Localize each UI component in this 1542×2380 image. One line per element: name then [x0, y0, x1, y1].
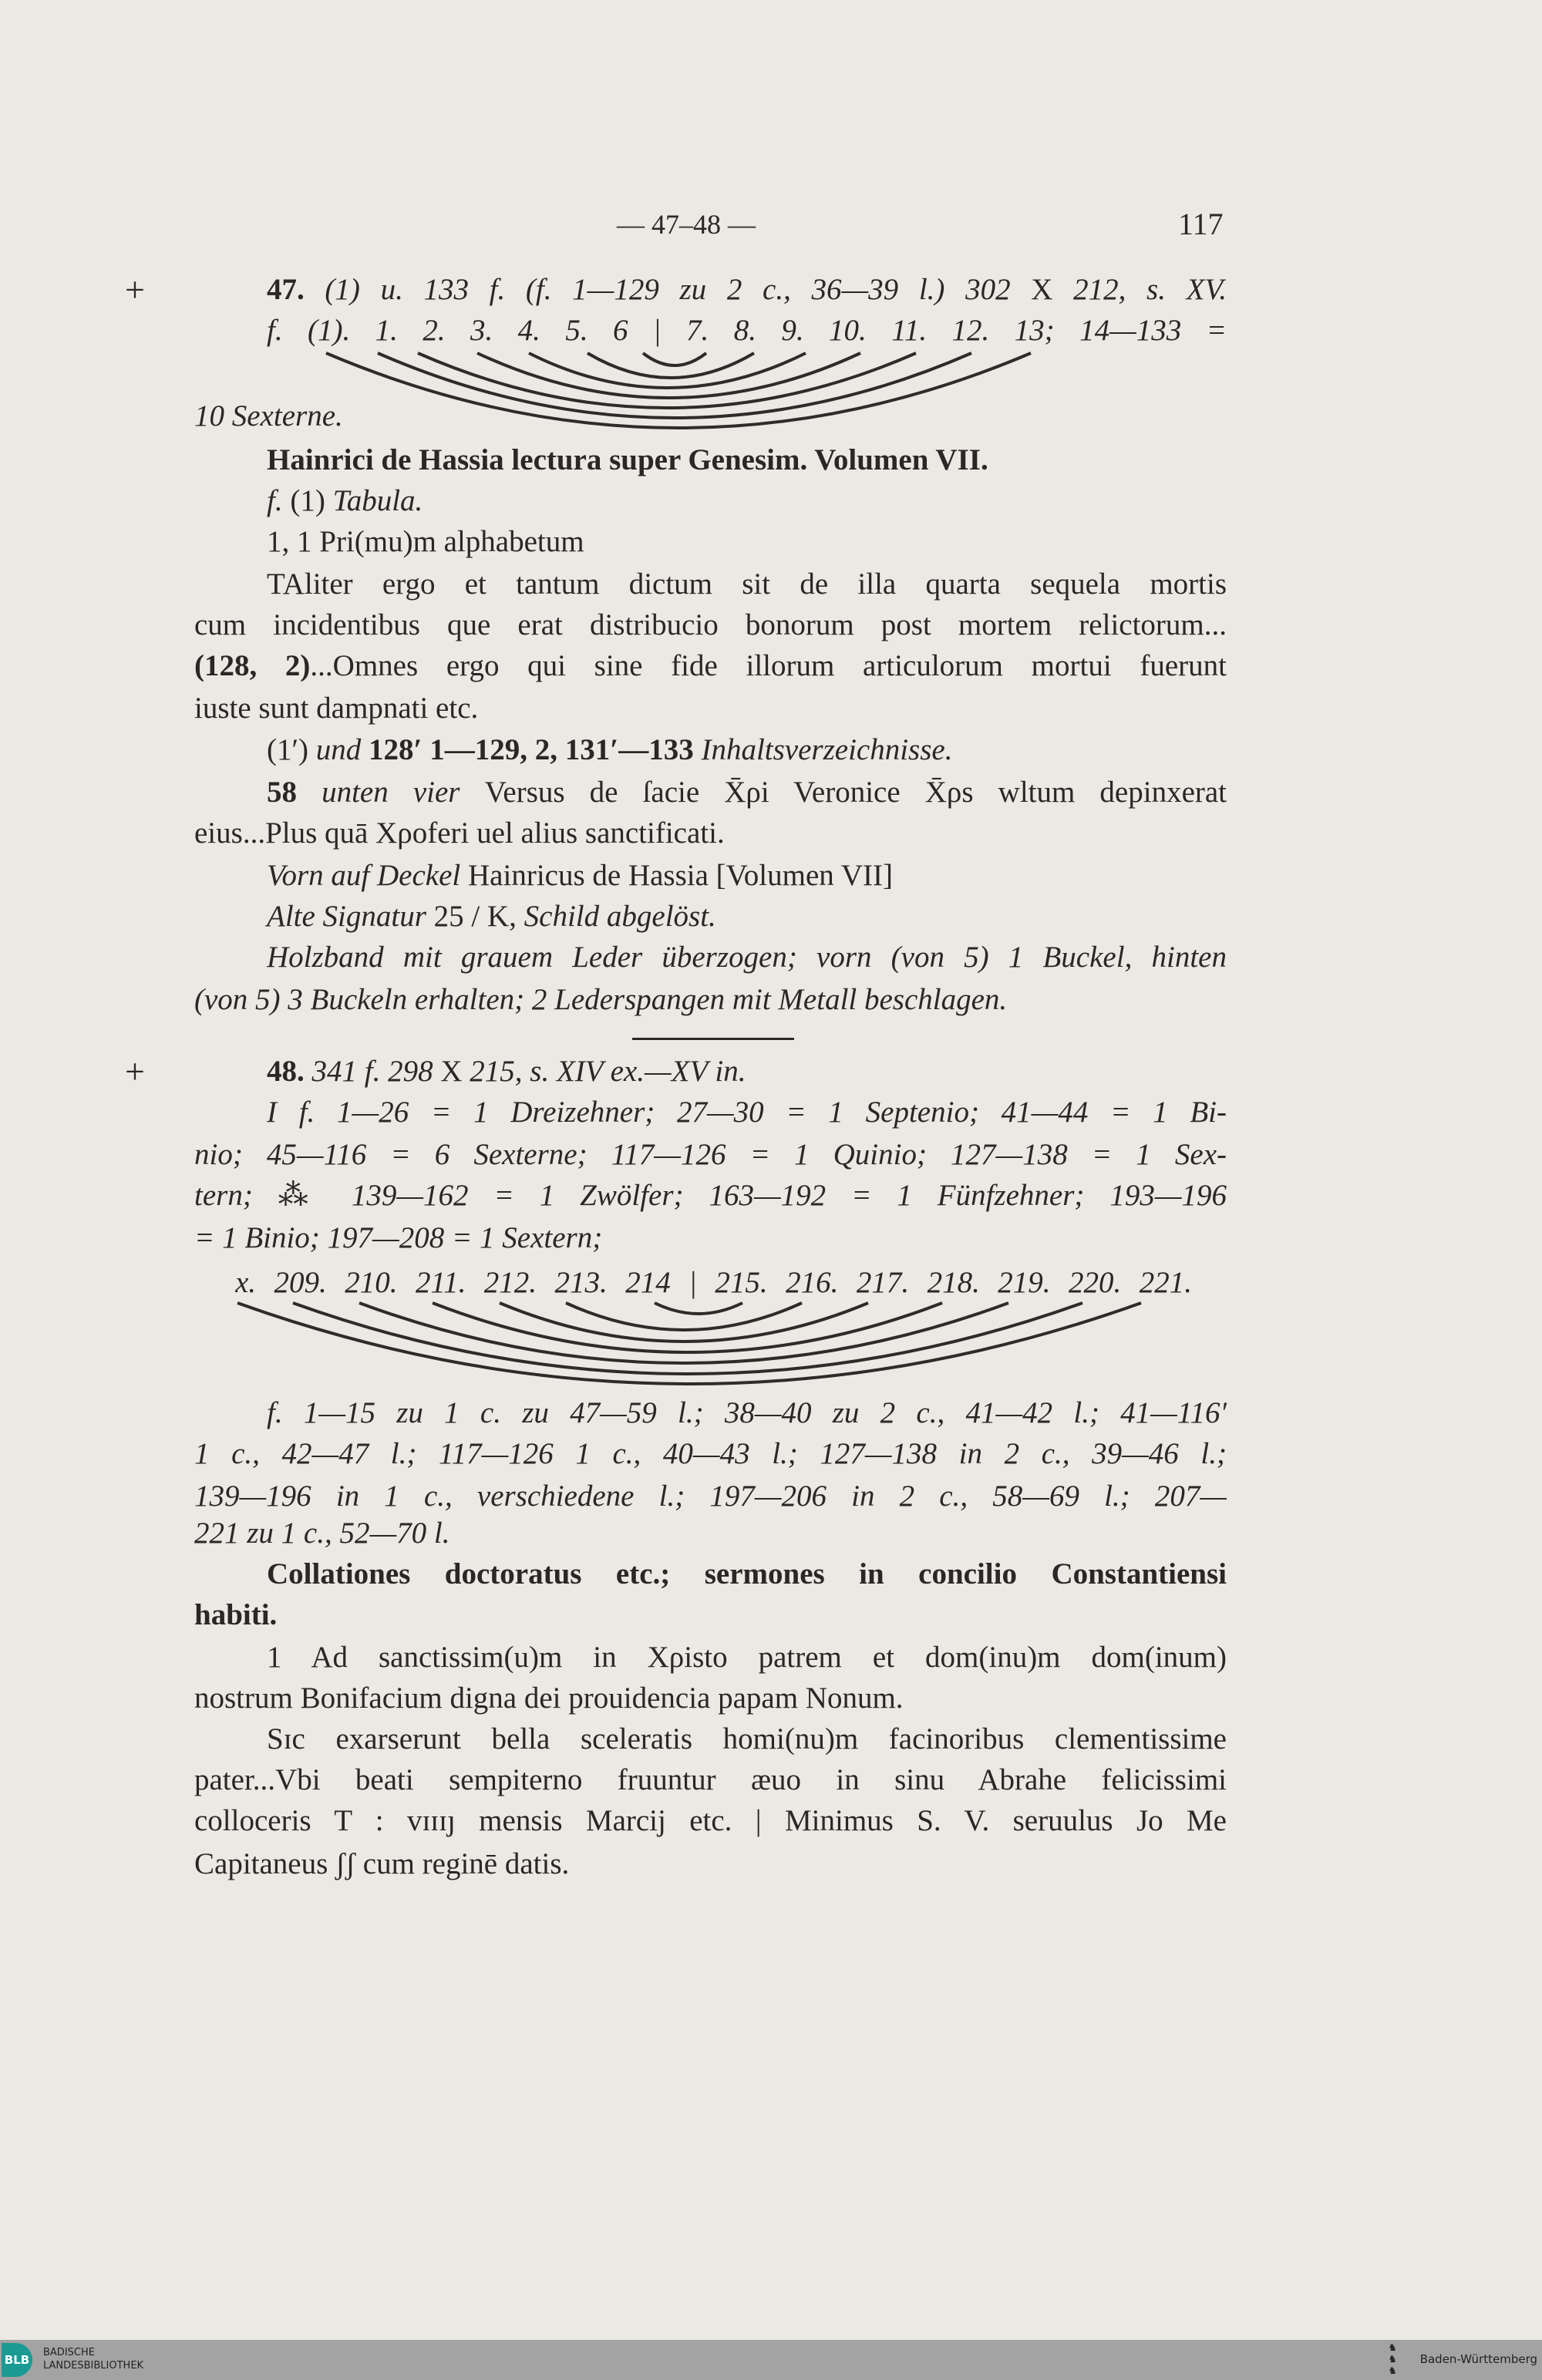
text-segment: 341 f. 298 — [311, 1055, 441, 1088]
text-segment: f. (1). 1. 2. 3. 4. 5. 6 | 7. 8. 9. 10. 11. 12. 13; 14—133 = — [267, 314, 1227, 347]
footer-bar — [0, 2340, 1542, 2380]
text-segment: habiti. — [194, 1598, 278, 1631]
quire-arc — [237, 1303, 1141, 1384]
state-coat-of-arms-icon: ♞ ♞ ♞ — [1388, 2341, 1397, 2376]
text-segment: (1) — [290, 484, 333, 517]
text-line — [194, 1477, 1227, 1516]
text-segment: f. — [267, 484, 291, 517]
text-line — [194, 1136, 1227, 1174]
entry-47-heading — [267, 271, 1227, 309]
text-segment: cum incidentibus que erat distribucio bonorum post mortem relictorum... — [194, 608, 1227, 641]
text-line — [194, 1679, 1227, 1718]
text-line — [194, 1514, 1227, 1553]
text-segment: I f. 1—26 = 1 Dreizehner; 27—30 = 1 Septenio; 41—44 = 1 Bi- — [267, 1096, 1227, 1129]
text-segment: 212, s. XV. — [1052, 273, 1227, 306]
text-segment: Holzband mit grauem Leder überzogen; vorn (von 5) 1 Buckel, hinten — [267, 941, 1227, 974]
text-line — [267, 1093, 1227, 1132]
text-line — [194, 1845, 1227, 1883]
text-line — [194, 647, 1227, 685]
work-title — [267, 1555, 1227, 1594]
text-segment: 48. — [267, 1055, 312, 1088]
text-segment: 128′ 1—129, 2, 131′—133 — [369, 733, 702, 766]
text-segment: Versus de ſacie X̄ρi Veronice X̄ρs wltum depinxerat — [484, 776, 1227, 809]
text-line — [194, 689, 1227, 728]
text-line — [194, 981, 1227, 1019]
text-segment: 215, s. XIV ex.—XV in. — [462, 1055, 746, 1088]
quire-formula-line — [235, 1264, 1192, 1302]
text-line — [267, 565, 1227, 604]
quire-arc — [643, 353, 706, 365]
text-segment: X — [1031, 273, 1053, 306]
text-segment: 47. — [267, 273, 325, 306]
text-segment: Tabula. — [332, 484, 423, 517]
text-line — [194, 1219, 1227, 1257]
quire-arc — [588, 353, 754, 378]
text-line — [194, 1802, 1227, 1840]
text-segment: colloceris T : vɪɪɪȷ mensis Marcij etc. | Minimus S. V. seruulus Jo Me — [194, 1804, 1227, 1837]
text-line — [194, 606, 1227, 645]
quire-formula-line — [267, 311, 1227, 350]
text-segment: 1 Ad sanctissim(u)m in Xρisto patrem et dom(inu)m dom(inum) — [267, 1641, 1227, 1674]
section-divider — [632, 1038, 794, 1040]
text-segment: ...Omnes ergo qui sine fide illorum articulorum mortui fuerunt — [310, 649, 1227, 682]
text-line — [267, 1720, 1227, 1759]
running-header: — 47–48 — — [617, 209, 756, 240]
text-line — [267, 857, 1227, 895]
text-segment: Collationes doctoratus etc.; sermones in concilio Constantiensi — [267, 1557, 1227, 1591]
text-segment: (1′) — [267, 733, 316, 766]
text-segment: 58 — [267, 776, 322, 809]
text-line — [194, 1177, 1227, 1215]
text-segment: nio; 45—116 = 6 Sexterne; 117—126 = 1 Quinio; 127—138 = 1 Sex- — [194, 1138, 1227, 1171]
margin-cross-mark: + — [125, 1052, 145, 1091]
text-segment: 25 / K, — [433, 900, 524, 933]
text-line — [267, 1394, 1227, 1432]
text-line — [267, 897, 1227, 936]
text-segment: nostrum Bonifacium digna dei prouidencia papam Nonum. — [194, 1681, 904, 1715]
text-line — [267, 482, 1227, 520]
library-name-line-1: BADISCHE — [43, 2347, 95, 2358]
work-title — [194, 1596, 1227, 1634]
text-segment: (von 5) 3 Buckeln erhalten; 2 Lederspangen mit Metall beschlagen. — [194, 983, 1008, 1016]
text-segment: x. 209. 210. 211. 212. 213. 214 | 215. 216. 217. 218. 219. 220. 221. — [235, 1266, 1192, 1299]
text-segment: unten vier — [322, 776, 485, 809]
text-segment: 1 c., 42—47 l.; 117—126 1 c., 40—43 l.; 127—138 in 2 c., 39—46 l.; — [194, 1437, 1227, 1470]
text-segment: 221 zu 1 c., 52—70 l. — [194, 1517, 450, 1550]
text-segment: 1, 1 Pri(mu)m alphabetum — [267, 525, 584, 558]
text-segment: tern; ⁂ 139—162 = 1 Zwölfer; 163—192 = 1 Fünfzehner; 193—196 — [194, 1179, 1227, 1212]
quire-arc — [293, 1303, 1082, 1374]
text-segment: Hainrici de Hassia lectura super Genesim. Volumen VII. — [267, 443, 988, 476]
text-segment: TAliter ergo et tantum dictum sit de illa quarta sequela mortis — [267, 567, 1227, 601]
entry-48-heading — [267, 1052, 1227, 1091]
quire-arc — [655, 1303, 742, 1314]
quire-arc — [500, 1303, 868, 1341]
quire-arc — [433, 1303, 942, 1352]
text-line — [194, 397, 1227, 436]
text-segment: Vorn auf Deckel — [267, 859, 469, 892]
text-segment: iuste sunt dampnati etc. — [194, 692, 479, 725]
state-logo-text[interactable]: Baden-Württemberg — [1419, 2352, 1537, 2366]
text-segment: Capitaneus ʃʃ cum reginē datis. — [194, 1847, 570, 1880]
text-segment: Sɪc exarserunt bella sceleratis homi(nu)m facinoribus clementissime — [267, 1722, 1227, 1756]
quire-arcs-48 — [237, 1303, 1141, 1384]
text-segment: eius...Plus quā Xρoferi uel alius sanctificati. — [194, 816, 725, 850]
text-line — [194, 814, 1227, 853]
page-number: 117 — [1178, 207, 1224, 241]
library-name[interactable] — [43, 2346, 143, 2372]
blb-logo[interactable]: BLB — [2, 2343, 32, 2377]
text-line — [267, 1638, 1227, 1677]
text-segment: 10 Sexterne. — [194, 399, 343, 433]
quire-arc — [477, 353, 860, 398]
text-segment: (1) u. 133 f. (f. 1—129 zu 2 c., 36—39 l.) 302 — [325, 273, 1032, 306]
text-line — [267, 731, 1227, 769]
work-title — [267, 441, 1227, 480]
quire-arc — [566, 1303, 802, 1330]
text-segment: Alte Signatur — [267, 900, 434, 933]
text-line — [267, 773, 1227, 812]
text-segment: Hainricus de Hassia [Volumen VII] — [468, 859, 893, 892]
text-line — [267, 938, 1227, 977]
text-line — [267, 523, 1227, 561]
text-line — [194, 1761, 1227, 1799]
text-segment: und — [315, 733, 369, 766]
library-name-line-2: LANDESBIBLIOTHEK — [43, 2360, 144, 2372]
quire-arc — [359, 1303, 1008, 1363]
text-segment: Schild abgelöst. — [524, 900, 716, 933]
margin-cross-mark: + — [125, 270, 145, 309]
text-segment: X — [440, 1055, 463, 1088]
text-segment: f. 1—15 zu 1 c. zu 47—59 l.; 38—40 zu 2 c., 41—42 l.; 41—116′ — [267, 1396, 1227, 1429]
text-segment: 139—196 in 1 c., verschiedene l.; 197—206 in 2 c., 58—69 l.; 207— — [194, 1480, 1227, 1513]
quire-arc — [529, 353, 806, 388]
text-segment: (128, 2) — [194, 649, 311, 682]
text-line — [194, 1435, 1227, 1473]
text-segment: pater...Vbi beati sempiterno fruuntur æuo in sinu Abrahe felicissimi — [194, 1763, 1227, 1796]
text-segment: Inhaltsverzeichnisse. — [701, 733, 953, 766]
text-segment: = 1 Binio; 197—208 = 1 Sextern; — [194, 1221, 603, 1254]
